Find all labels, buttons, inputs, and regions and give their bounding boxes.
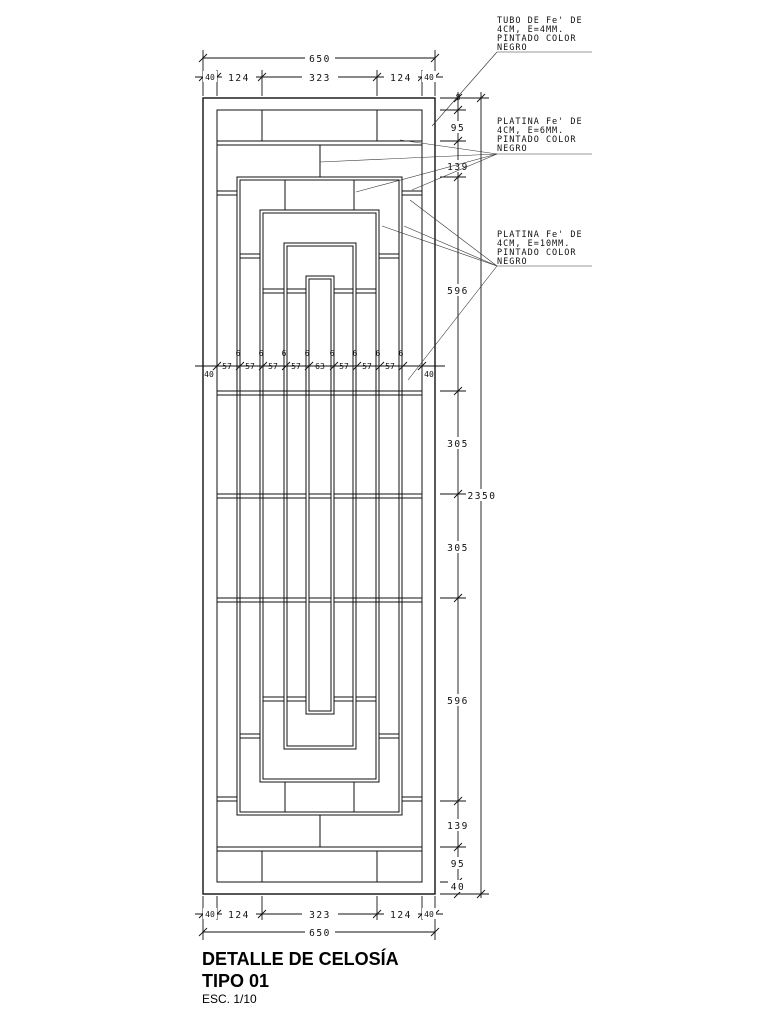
drawing-subtitle: TIPO 01 bbox=[202, 971, 270, 991]
dim-spacer: 57 bbox=[385, 362, 395, 371]
bottom-dimensions bbox=[195, 896, 443, 940]
note-line: PINTADO COLOR bbox=[497, 135, 577, 145]
drawing-scale: ESC. 1/10 bbox=[202, 992, 257, 1006]
dim-overall-width-bottom: 650 bbox=[309, 928, 331, 939]
right-dimensions bbox=[440, 92, 500, 898]
dim-frame-right-bottom: 40 bbox=[424, 910, 434, 919]
dim-side-left-top: 124 bbox=[228, 73, 250, 84]
dim-139-top: 139 bbox=[447, 162, 469, 173]
top-dimensions bbox=[195, 50, 443, 96]
dim-spacer: 57 bbox=[268, 362, 278, 371]
dim-95-top: 95 bbox=[450, 123, 466, 134]
dim-95-bottom: 95 bbox=[450, 859, 466, 870]
dim-center-bottom: 323 bbox=[309, 910, 331, 921]
note-plate-10mm bbox=[497, 230, 583, 267]
dim-spacer: 57 bbox=[291, 362, 301, 371]
inner-frame bbox=[217, 110, 422, 882]
note-tube bbox=[497, 16, 583, 53]
dim-spacer: 57 bbox=[245, 362, 255, 371]
outer-frame bbox=[203, 98, 435, 894]
dim-bar-6: 6 bbox=[352, 349, 358, 358]
note-line: NEGRO bbox=[497, 43, 528, 53]
dim-spacer: 57 bbox=[339, 362, 349, 371]
note-line: TUBO DE Fe' DE bbox=[497, 16, 583, 26]
note-plate-6mm bbox=[497, 117, 583, 154]
dim-frame-left-bottom: 40 bbox=[205, 910, 215, 919]
dim-spacer: 57 bbox=[362, 362, 372, 371]
rect-level-2 bbox=[260, 210, 379, 782]
dim-305-top: 305 bbox=[447, 439, 469, 450]
note-line: PLATINA Fe' DE bbox=[497, 117, 583, 127]
dim-bar-6: 6 bbox=[375, 349, 381, 358]
dim-bar-6: 6 bbox=[281, 349, 287, 358]
dim-mid-left: 40 bbox=[204, 370, 214, 379]
note-line: PINTADO COLOR bbox=[497, 248, 577, 258]
dim-139-bottom: 139 bbox=[447, 821, 469, 832]
dim-mid-right: 40 bbox=[424, 370, 434, 379]
dim-596-bottom: 596 bbox=[447, 696, 469, 707]
dim-596-top: 596 bbox=[447, 286, 469, 297]
drawing-title: DETALLE DE CELOSÍA bbox=[202, 949, 399, 969]
dim-side-right-top: 124 bbox=[390, 73, 412, 84]
dim-overall-width-top: 650 bbox=[309, 54, 331, 65]
note-line: PINTADO COLOR bbox=[497, 34, 577, 44]
dim-frame-right-top: 40 bbox=[424, 73, 434, 82]
dim-frame-left-top: 40 bbox=[205, 73, 215, 82]
mid-dimensions bbox=[195, 349, 445, 379]
dim-bar-6: 6 bbox=[304, 349, 310, 358]
dim-spacer: 63 bbox=[315, 362, 325, 371]
rect-level-4 bbox=[306, 276, 334, 714]
dim-bar-6: 6 bbox=[398, 349, 404, 358]
rect-level-1 bbox=[237, 177, 402, 815]
note-line: 4CM, E=4MM. bbox=[497, 25, 565, 35]
dim-side-right-bottom: 124 bbox=[390, 910, 412, 921]
dim-spacer: 57 bbox=[222, 362, 232, 371]
dim-center-top: 323 bbox=[309, 73, 331, 84]
dim-overall-height: 2350 bbox=[467, 491, 497, 502]
note-line: NEGRO bbox=[497, 257, 528, 267]
dim-bar-6: 6 bbox=[329, 349, 335, 358]
note-line: 4CM, E=10MM. bbox=[497, 239, 571, 249]
dim-bar-6: 6 bbox=[235, 349, 241, 358]
dim-side-left-bottom: 124 bbox=[228, 910, 250, 921]
rect-level-3 bbox=[281, 243, 356, 749]
dim-40-bottom: 40 bbox=[450, 882, 466, 893]
note-line: NEGRO bbox=[497, 144, 528, 154]
dim-305-bottom: 305 bbox=[447, 543, 469, 554]
note-line: 4CM, E=6MM. bbox=[497, 126, 565, 136]
note-line: PLATINA Fe' DE bbox=[497, 230, 583, 240]
horizontal-bars bbox=[217, 191, 422, 801]
dim-bar-6: 6 bbox=[258, 349, 264, 358]
dim-small-top: 8 bbox=[455, 93, 461, 102]
